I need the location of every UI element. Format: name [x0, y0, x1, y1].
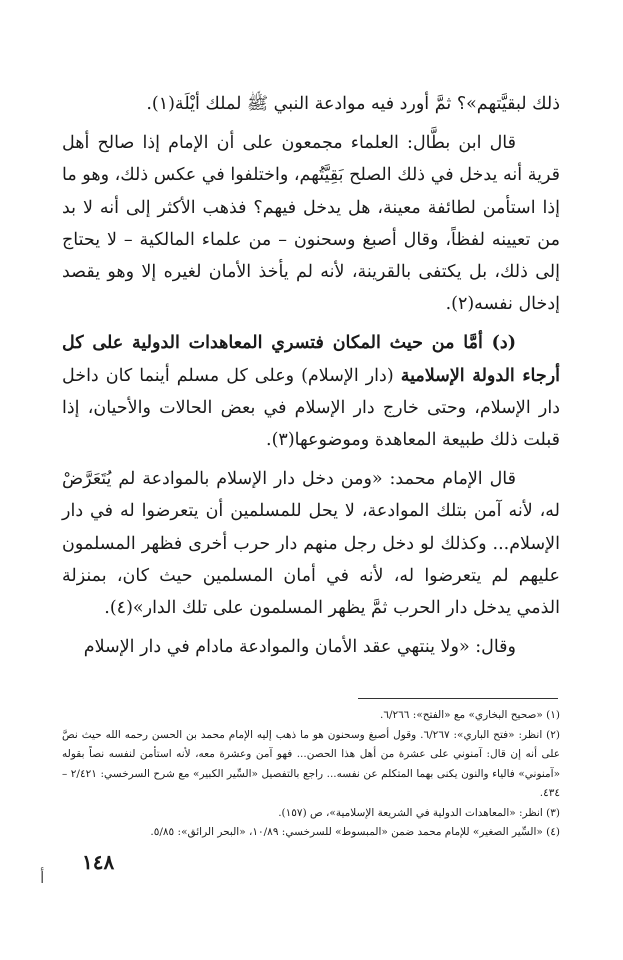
body-text [62, 88, 560, 663]
footnote-1: (١) «صحيح البخاري» مع «الفتح»: ٦/٢٦٦. [380, 709, 560, 721]
crop-mark: أ [40, 868, 45, 887]
page-number: ١٤٨ [82, 850, 115, 874]
paragraph-place-scope [62, 327, 560, 456]
footnote-2: (٢) انظر: «فتح الباري»: ٦/٢٦٧. وقول أصبغ وسحنون هو ما ذهب إليه الإمام محمد بن الحسن رحمه الله حيث نصَّ على أنه إن قال: آمنوني على عشرة من أهل هذا الحصن... فهو آمن وعشرة معه، لأنه استأمن لنفسه نصاً بقوله «آمنوني» فالياء والنون يكنى بهما المتكلم عن نفسه... راجع بالتفصيل «السِّير الكبير» مع شرح السرخسي: ٢/٤٢١ – ٤٣٤. [62, 728, 561, 799]
section-heading-d: (د) أمَّا من حيث المكان فتسري المعاهدات الدولية على كل أرجاء الدولة الإسلامية [62, 333, 561, 386]
paragraph-continuation: ذلك لبقيَّتهم»؟ ثمَّ أورد فيه موادعة النبي ﷺ لملك أيْلَة(١). [146, 94, 560, 114]
footnote-4: (٤) «السِّير الصغير» للإمام محمد ضمن «المبسوط» للسرخسي: ١٠/٨٩، «البحر الرائق»: ٥/٨٥. [150, 826, 560, 838]
footnote-3: (٣) انظر: «المعاهدات الدولية في الشريعة الإسلامية»، ص (١٥٧). [278, 806, 560, 819]
footnotes [62, 706, 560, 843]
page-number-row [0, 850, 623, 874]
footnote-separator [358, 698, 558, 699]
paragraph-wa-qal: وقال: «ولا ينتهي عقد الأمان والموادعة مادام في دار الإسلام [83, 637, 516, 658]
paragraph-place-scope-text: (دار الإسلام) وعلى كل مسلم أينما كان داخل دار الإسلام، وحتى خارج دار الإسلام في بعض الحالات والأحيان، إذا قبلت ذلك طبيعة المعاهدة وموضوعها(٣). [62, 365, 560, 451]
paragraph-imam-muhammad: قال الإمام محمد: «ومن دخل دار الإسلام بالموادعة لم يُتَعَرَّضْ له، لأنه آمن بتلك الموادعة، لا يحل للمسلمين أن يتعرضوا له في دار الإسلام... وكذلك لو دخل رجل منهم دار حرب أخرى فظهر المسلمون عليهم لم يتعرضوا له، لأنه في أمان المسلمين حيث كان، بمنزلة الذمي يدخل دار الحرب ثمَّ يظهر المسلمون على تلك الدار»(٤). [62, 469, 560, 619]
paragraph-ibn-battal: قال ابن بطَّال: العلماء مجمعون على أن الإمام إذا صالح أهل قرية أنه يدخل في ذلك الصلح بَقِيَّتُهم، واختلفوا في عكس ذلك، وهو ما إذا استأمن لطائفة معينة، هل يدخل فيهم؟ فذهب الأكثر إلى أنه لا بد من تعيينه لفظاً، وقال أصبغ وسحنون – من علماء المالكية – لا يحتاج إلى ذلك، بل يكتفى بالقرينة، لأنه لم يأخذ الأمان لغيره إلا وهو يقصد إدخال نفسه(٢). [62, 133, 560, 315]
